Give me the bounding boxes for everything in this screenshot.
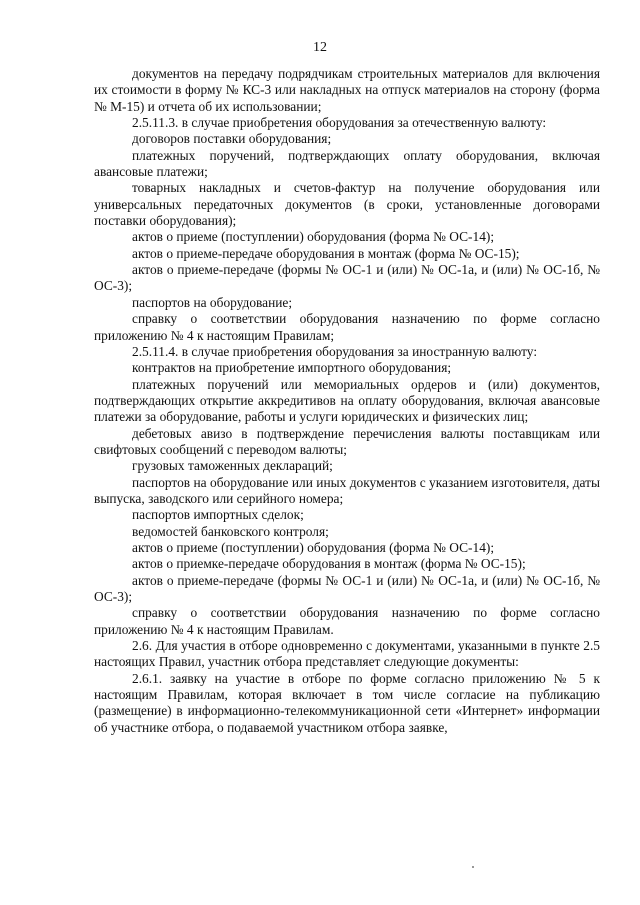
paragraph: договоров поставки оборудования;: [132, 131, 332, 147]
paragraph: платежных поручений, подтверждающих оплату оборудования, включая авансовые платежи;: [94, 147, 600, 180]
paragraph: грузовых таможенных деклараций;: [132, 458, 333, 474]
paragraph: 2.5.11.3. в случае приобретения оборудования за отечественную валюту:: [132, 115, 547, 131]
page-number: 12: [313, 40, 327, 55]
paragraph: справку о соответствии оборудования назначению по форме согласно приложению № 4 к настоящим Правилам;: [94, 311, 600, 343]
paragraph: актов о приемке-передаче оборудования в монтаж (форма № ОС-15);: [132, 556, 526, 572]
paragraph: актов о приеме-передаче оборудования в монтаж (форма № ОС-15);: [132, 245, 520, 261]
paragraph: актов о приеме (поступлении) оборудования (форма № ОС-14);: [132, 229, 495, 245]
paragraph: актов о приеме-передаче (формы № ОС-1 и (или) № ОС-1а, и (или) № ОС-1б, № ОС-3);: [94, 262, 600, 294]
paragraph: платежных поручений или мемориальных ордеров и (или) документов, подтверждающих открытие аккредитивов на оплату оборудования, включая авансовые платежи за оборудование, работы и услуги юридических и физических лиц;: [94, 376, 600, 425]
paragraph: 2.6. Для участия в отборе одновременно с документами, указанными в пункте 2.5 настоящих Правил, участник отбора представляет следующие документы:: [94, 638, 600, 670]
paragraph: товарных накладных и счетов-фактур на получение оборудования или универсальных передаточных документов (в сроки, установленные договорами поставки оборудования);: [94, 180, 600, 229]
scan-speck: [472, 866, 474, 868]
paragraph: документов на передачу подрядчикам строительных материалов для включения их стоимости в форму № КС-3 или накладных на отпуск материалов на сторону (форма № М-15) и отчета об их использовании;: [94, 66, 600, 114]
paragraph: контрактов на приобретение импортного оборудования;: [132, 360, 452, 376]
paragraph: паспортов на оборудование или иных документов с указанием изготовителя, даты выпуска, заводского или серийного номера;: [94, 474, 600, 506]
document-body: [94, 66, 600, 736]
paragraph: ведомостей банковского контроля;: [132, 523, 329, 539]
paragraph: актов о приеме (поступлении) оборудования (форма № ОС-14);: [132, 539, 495, 555]
paragraph: 2.5.11.4. в случае приобретения оборудования за иностранную валюту:: [132, 343, 538, 359]
paragraph: паспортов на оборудование;: [132, 294, 293, 310]
paragraph: справку о соответствии оборудования назначению по форме согласно приложению № 4 к настоящим Правилам.: [94, 605, 600, 637]
paragraph: дебетовых авизо в подтверждение перечисления валюты поставщикам или свифтовых сообщений с переводом валюты;: [94, 425, 600, 457]
paragraph: актов о приеме-передаче (формы № ОС-1 и (или) № ОС-1а, и (или) № ОС-1б, № ОС-3);: [94, 572, 600, 604]
paragraph: 2.6.1. заявку на участие в отборе по форме согласно приложению № 5 к настоящим Правилам, которая включает в том числе согласие на публикацию (размещение) в информационно-телекоммуникационной сети «Интернет» информации об участнике отбора, о подаваемой участником отбора заявке,: [94, 670, 600, 735]
paragraph: паспортов импортных сделок;: [132, 507, 304, 523]
